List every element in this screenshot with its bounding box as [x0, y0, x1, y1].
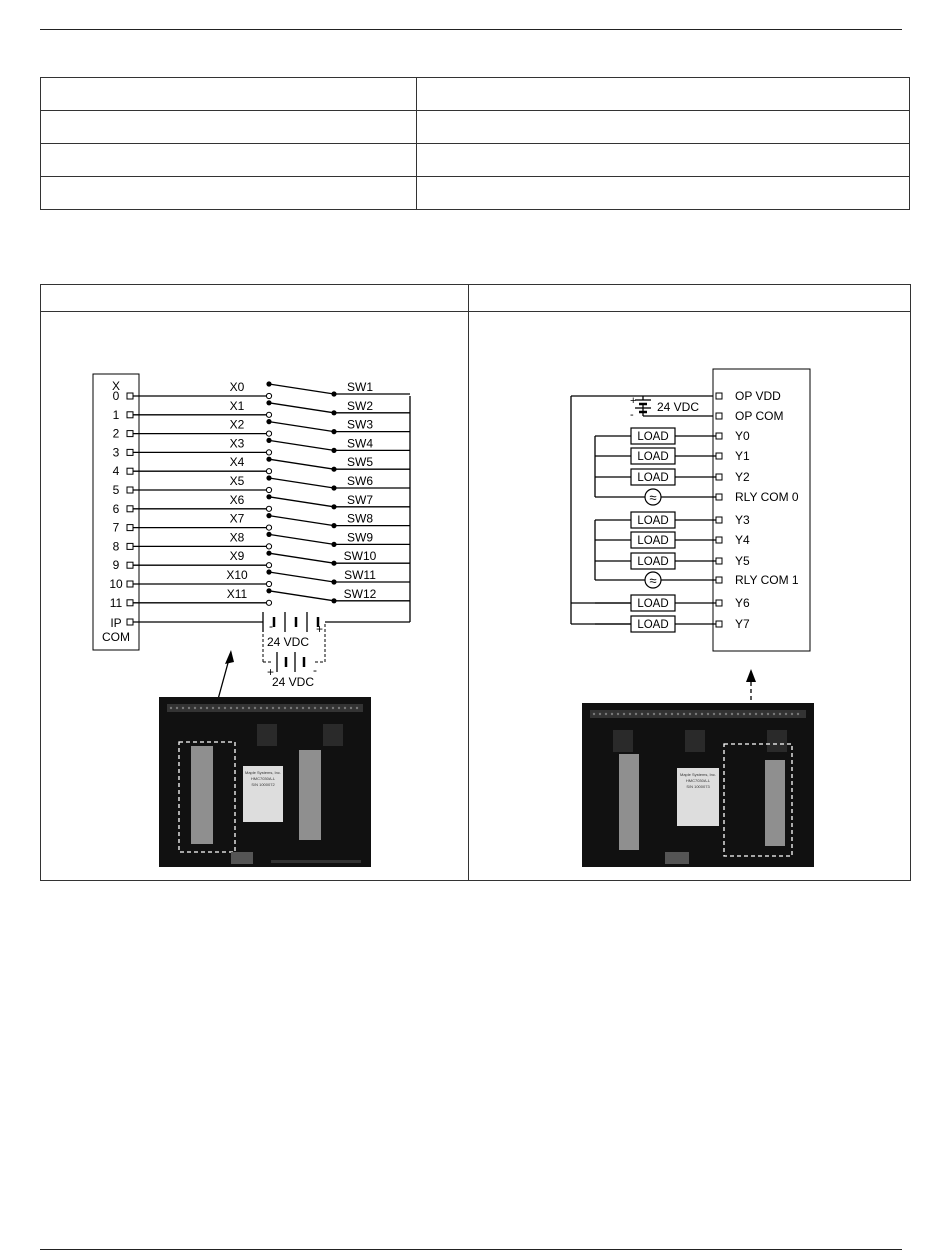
photo-dot — [707, 713, 709, 715]
photo-dot — [689, 713, 691, 715]
load-label: LOAD — [637, 619, 669, 631]
photo-dot — [713, 713, 715, 715]
photo-dot — [773, 713, 775, 715]
photo-dot — [314, 707, 316, 709]
switch-label: SW1 — [346, 380, 374, 394]
terminal-square — [716, 558, 722, 564]
wiring-header-inputs — [41, 285, 469, 312]
photo-label-text: HMC7030A-L — [685, 778, 711, 783]
photo-dot — [791, 713, 793, 715]
photo-dot — [725, 713, 727, 715]
switch-blade — [269, 459, 334, 469]
terminal-number: 0 — [112, 389, 120, 403]
table-row — [41, 144, 910, 177]
photo-dot — [767, 713, 769, 715]
photo-dot — [260, 707, 262, 709]
terminal-square — [716, 393, 722, 399]
terminal-label: Y5 — [735, 554, 750, 568]
switch-contact — [266, 563, 271, 568]
supply-label: 24 VDC — [657, 400, 700, 414]
photo-dot — [242, 707, 244, 709]
switch-label: SW4 — [346, 436, 374, 451]
terminal-label: RLY COM 1 — [735, 573, 799, 587]
terminal-label: Y1 — [735, 449, 750, 463]
switch-contact — [266, 450, 271, 455]
input-label: X10 — [226, 568, 248, 582]
switch-blade — [269, 591, 334, 601]
switch-contact — [266, 525, 271, 530]
photo-dot — [194, 707, 196, 709]
photo-dot — [761, 713, 763, 715]
terminal-number: 10 — [109, 577, 123, 591]
switch-contact — [266, 581, 271, 586]
terminal-number: 1 — [112, 407, 120, 422]
photo-label-text: S/N 1000073 — [686, 784, 710, 789]
terminal-number: 6 — [112, 501, 120, 516]
photo-dot — [797, 713, 799, 715]
switch-label: SW7 — [346, 492, 374, 507]
table-cell — [417, 111, 910, 144]
load-label: LOAD — [637, 472, 669, 484]
photo-label-text: Maple Systems, Inc. — [244, 770, 282, 775]
photo-dot — [617, 713, 619, 715]
switch-blade — [269, 403, 334, 413]
photo-dot — [308, 707, 310, 709]
com-label: COM — [102, 630, 130, 644]
photo-dot — [284, 707, 286, 709]
photo-dot — [278, 707, 280, 709]
photo-dot — [641, 713, 643, 715]
wiring-body-row — [41, 312, 911, 881]
table-row — [41, 78, 910, 111]
photo-dot — [635, 713, 637, 715]
output-wiring-diagram — [469, 312, 910, 877]
photo-dot — [665, 713, 667, 715]
switch-contact — [266, 600, 271, 605]
switch-contact — [266, 506, 271, 511]
terminal-label: Y2 — [735, 470, 750, 484]
ip-label: IP — [110, 616, 122, 630]
photo-dot — [296, 707, 298, 709]
terminal-square — [127, 431, 133, 437]
terminal-label: OP COM — [735, 409, 784, 423]
photo-dot — [302, 707, 304, 709]
photo-label-text: HMC7030A-L — [250, 776, 276, 781]
load-label: LOAD — [637, 451, 669, 463]
terminal-square — [716, 474, 722, 480]
table-row — [41, 111, 910, 144]
photo-dot — [290, 707, 292, 709]
terminal-label: RLY COM 0 — [735, 490, 799, 504]
photo-dot — [248, 707, 250, 709]
photo-dot — [206, 707, 208, 709]
photo-dot — [344, 707, 346, 709]
photo-dot — [212, 707, 214, 709]
terminal-square — [716, 537, 722, 543]
supply-alt-label: 24 VDC — [271, 675, 315, 689]
terminal-number: 11 — [109, 595, 123, 610]
spec-table — [40, 77, 910, 210]
terminal-square — [716, 517, 722, 523]
photo-dot — [701, 713, 703, 715]
footer-rule — [40, 1249, 902, 1250]
header-rule — [40, 29, 902, 30]
switch-blade — [269, 440, 334, 450]
photo-dot — [629, 713, 631, 715]
switch-contact — [266, 544, 271, 549]
photo-dot — [170, 707, 172, 709]
photo-dot — [755, 713, 757, 715]
input-label: X7 — [229, 511, 245, 526]
output-wiring-cell — [469, 312, 911, 881]
photo-dot — [749, 713, 751, 715]
plus-label: + — [630, 395, 637, 407]
terminal-square — [127, 487, 133, 493]
photo-dot — [326, 707, 328, 709]
terminal-label: Y7 — [735, 617, 750, 631]
plus-label: + — [316, 622, 324, 636]
input-label: X4 — [229, 455, 245, 470]
load-label: LOAD — [637, 556, 669, 568]
photo-dot — [605, 713, 607, 715]
switch-label: SW3 — [346, 417, 374, 432]
table-cell — [41, 144, 417, 177]
input-label: X3 — [229, 436, 245, 451]
switch-contact — [266, 487, 271, 492]
switch-label: SW9 — [346, 530, 374, 545]
table-cell — [41, 177, 417, 210]
minus-label: - — [630, 409, 634, 421]
input-label: X9 — [229, 549, 245, 564]
photo-dot — [737, 713, 739, 715]
input-wiring-diagram — [41, 312, 468, 877]
photo-dot — [779, 713, 781, 715]
table-cell — [41, 111, 417, 144]
switch-label: SW12 — [343, 586, 377, 601]
arrow-head — [746, 669, 756, 682]
photo-dot — [230, 707, 232, 709]
photo-dot — [272, 707, 274, 709]
terminal-square — [127, 393, 133, 399]
photo-dot — [731, 713, 733, 715]
photo-dot — [611, 713, 613, 715]
terminal-square — [127, 468, 133, 474]
switch-blade — [269, 534, 334, 544]
table-row — [41, 177, 910, 210]
input-label: X8 — [229, 530, 245, 545]
terminal-square — [127, 581, 133, 587]
terminal-header: X — [111, 379, 121, 393]
photo-dot — [200, 707, 202, 709]
ac-symbol: ≈ — [649, 490, 657, 505]
plus-label: + — [267, 665, 275, 679]
wiring-table — [40, 284, 911, 881]
minus-label: - — [269, 619, 273, 633]
wiring-header-outputs — [469, 285, 911, 312]
switch-label: SW2 — [346, 398, 374, 413]
photo-dot — [695, 713, 697, 715]
terminal-label: OP VDD — [735, 389, 781, 403]
photo-dot — [785, 713, 787, 715]
terminal-number: 8 — [112, 539, 120, 554]
photo-dot — [623, 713, 625, 715]
table-header-row — [41, 285, 911, 312]
switch-contact — [266, 431, 271, 436]
switch-contact — [266, 393, 271, 398]
input-label: X6 — [229, 492, 245, 507]
terminal-label: Y0 — [735, 429, 750, 443]
photo-dot — [599, 713, 601, 715]
terminal-square — [127, 600, 133, 606]
minus-label: - — [313, 663, 317, 677]
photo-dot — [350, 707, 352, 709]
terminal-number: 2 — [112, 426, 120, 441]
input-label: X11 — [226, 586, 248, 601]
photo-dot — [593, 713, 595, 715]
terminal-square — [127, 506, 133, 512]
terminal-square — [716, 494, 722, 500]
terminal-square — [127, 543, 133, 549]
photo-dot — [659, 713, 661, 715]
photo-dot — [677, 713, 679, 715]
switch-label: SW11 — [344, 568, 376, 582]
controller-photo — [582, 703, 814, 867]
photo-dot — [266, 707, 268, 709]
input-label: X0 — [229, 380, 245, 394]
controller-photo — [159, 697, 371, 867]
terminal-square — [716, 433, 722, 439]
switch-blade — [269, 516, 334, 526]
table-cell — [417, 78, 910, 111]
terminal-square — [716, 577, 722, 583]
table-cell — [41, 78, 417, 111]
photo-dot — [356, 707, 358, 709]
photo-dot — [719, 713, 721, 715]
terminal-number: 5 — [112, 483, 120, 497]
switch-label: SW10 — [343, 549, 377, 564]
photo-dot — [254, 707, 256, 709]
photo-dot — [320, 707, 322, 709]
load-label: LOAD — [637, 431, 669, 443]
switch-label: SW5 — [346, 455, 374, 470]
photo-dot — [338, 707, 340, 709]
photo-label-text: Maple Systems, Inc. — [679, 772, 717, 777]
terminal-square — [716, 453, 722, 459]
photo-dot — [743, 713, 745, 715]
terminal-number: 3 — [112, 445, 120, 460]
ac-symbol: ≈ — [649, 573, 657, 588]
load-label: LOAD — [637, 515, 669, 527]
terminal-square — [716, 621, 722, 627]
switch-blade — [269, 497, 334, 507]
arrow-head — [225, 650, 234, 664]
photo-dot — [224, 707, 226, 709]
switch-blade — [269, 572, 334, 582]
terminal-square — [716, 600, 722, 606]
photo-dot — [332, 707, 334, 709]
switch-label: SW8 — [346, 511, 374, 526]
supply-label: 24 VDC — [266, 635, 310, 649]
photo-label-text: S/N 1000072 — [251, 782, 275, 787]
photo-dot — [653, 713, 655, 715]
switch-blade — [269, 384, 334, 394]
switch-contact — [266, 412, 271, 417]
switch-contact — [266, 469, 271, 474]
input-wiring-cell — [41, 312, 469, 881]
photo-dot — [218, 707, 220, 709]
photo-dot — [671, 713, 673, 715]
table-cell — [417, 177, 910, 210]
table-cell — [417, 144, 910, 177]
terminal-number: 4 — [112, 464, 120, 479]
photo-dot — [647, 713, 649, 715]
terminal-square — [127, 619, 133, 625]
terminal-square — [127, 449, 133, 455]
photo-dot — [176, 707, 178, 709]
load-label: LOAD — [637, 535, 669, 547]
input-label: X2 — [229, 417, 245, 432]
photo-dot — [182, 707, 184, 709]
switch-blade — [269, 478, 334, 488]
switch-label: SW6 — [346, 474, 374, 488]
terminal-square — [127, 525, 133, 531]
switch-blade — [269, 553, 334, 563]
load-label: LOAD — [637, 598, 669, 610]
terminal-label: Y4 — [735, 533, 750, 547]
terminal-number: 7 — [112, 520, 120, 535]
input-label: X5 — [229, 474, 245, 488]
switch-blade — [269, 422, 334, 432]
terminal-label: Y6 — [735, 596, 750, 610]
terminal-square — [716, 413, 722, 419]
photo-dot — [236, 707, 238, 709]
input-label: X1 — [229, 398, 245, 413]
photo-dot — [683, 713, 685, 715]
terminal-number: 9 — [112, 558, 120, 573]
terminal-label: Y3 — [735, 513, 750, 527]
photo-dot — [188, 707, 190, 709]
terminal-square — [127, 562, 133, 568]
terminal-square — [127, 412, 133, 418]
